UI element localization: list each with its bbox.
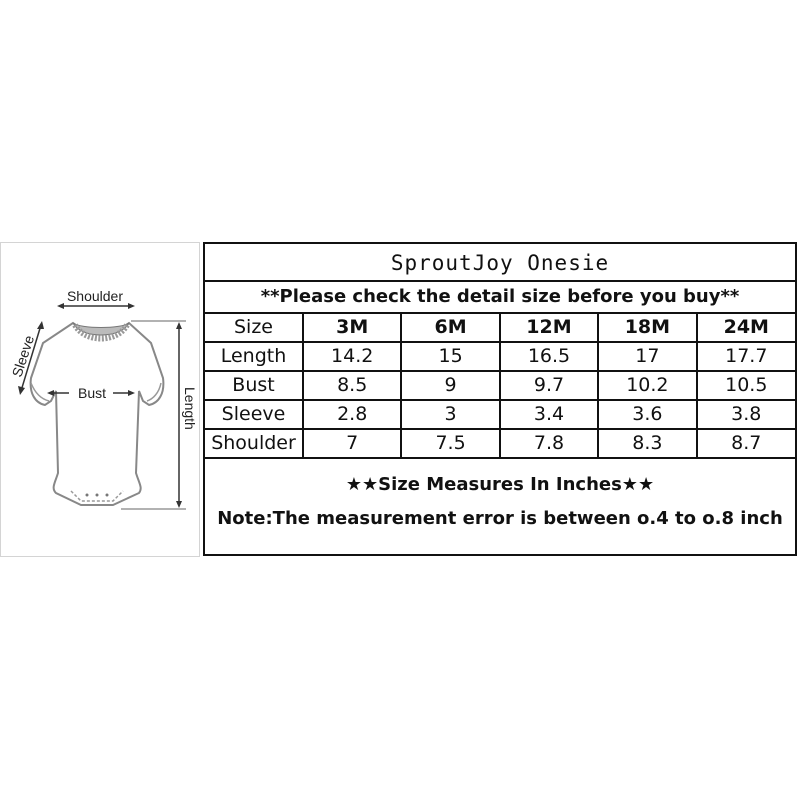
table-cell: 8.7 <box>697 429 795 458</box>
table-cell: 3.4 <box>500 400 598 429</box>
column-header: 24M <box>697 314 795 342</box>
table-cell: 7.5 <box>401 429 499 458</box>
row-label: Bust <box>205 371 303 400</box>
notes-section <box>205 459 795 531</box>
table-cell: 3 <box>401 400 499 429</box>
onesie-measurement-diagram <box>0 242 200 557</box>
table-cell: 3.8 <box>697 400 795 429</box>
table-cell: 8.3 <box>598 429 696 458</box>
table-cell: 15 <box>401 342 499 371</box>
error-note: Note:The measurement error is between o.4 to o.8 inch <box>217 508 783 529</box>
table-cell: 7 <box>303 429 401 458</box>
size-table <box>205 314 795 459</box>
row-label: Shoulder <box>205 429 303 458</box>
table-cell: 7.8 <box>500 429 598 458</box>
table-cell: 16.5 <box>500 342 598 371</box>
unit-note: ★★Size Measures In Inches★★ <box>345 474 655 495</box>
table-cell: 10.5 <box>697 371 795 400</box>
size-chart <box>203 242 797 556</box>
onesie-outline-illustration <box>1 243 201 558</box>
table-cell: 8.5 <box>303 371 401 400</box>
column-header: 18M <box>598 314 696 342</box>
table-cell: 2.8 <box>303 400 401 429</box>
table-cell: 3.6 <box>598 400 696 429</box>
table-cell: 9.7 <box>500 371 598 400</box>
column-header: 3M <box>303 314 401 342</box>
table-row <box>205 429 795 458</box>
row-label: Sleeve <box>205 400 303 429</box>
table-row <box>205 400 795 429</box>
column-header: 12M <box>500 314 598 342</box>
table-row <box>205 371 795 400</box>
shoulder-label: Shoulder <box>66 288 124 304</box>
size-header-row <box>205 314 795 342</box>
table-cell: 17.7 <box>697 342 795 371</box>
bust-label: Bust <box>77 385 107 401</box>
table-cell: 9 <box>401 371 499 400</box>
column-header: 6M <box>401 314 499 342</box>
chart-subtitle: **Please check the detail size before you buy** <box>205 282 795 314</box>
table-row <box>205 342 795 371</box>
table-cell: 14.2 <box>303 342 401 371</box>
row-label: Length <box>205 342 303 371</box>
onesie-outline <box>31 323 164 505</box>
table-cell: 10.2 <box>598 371 696 400</box>
column-header: Size <box>205 314 303 342</box>
table-cell: 17 <box>598 342 696 371</box>
length-label: Length <box>182 387 198 430</box>
chart-title: SproutJoy Onesie <box>205 244 795 282</box>
sleeve-label: Sleeve <box>8 333 38 379</box>
